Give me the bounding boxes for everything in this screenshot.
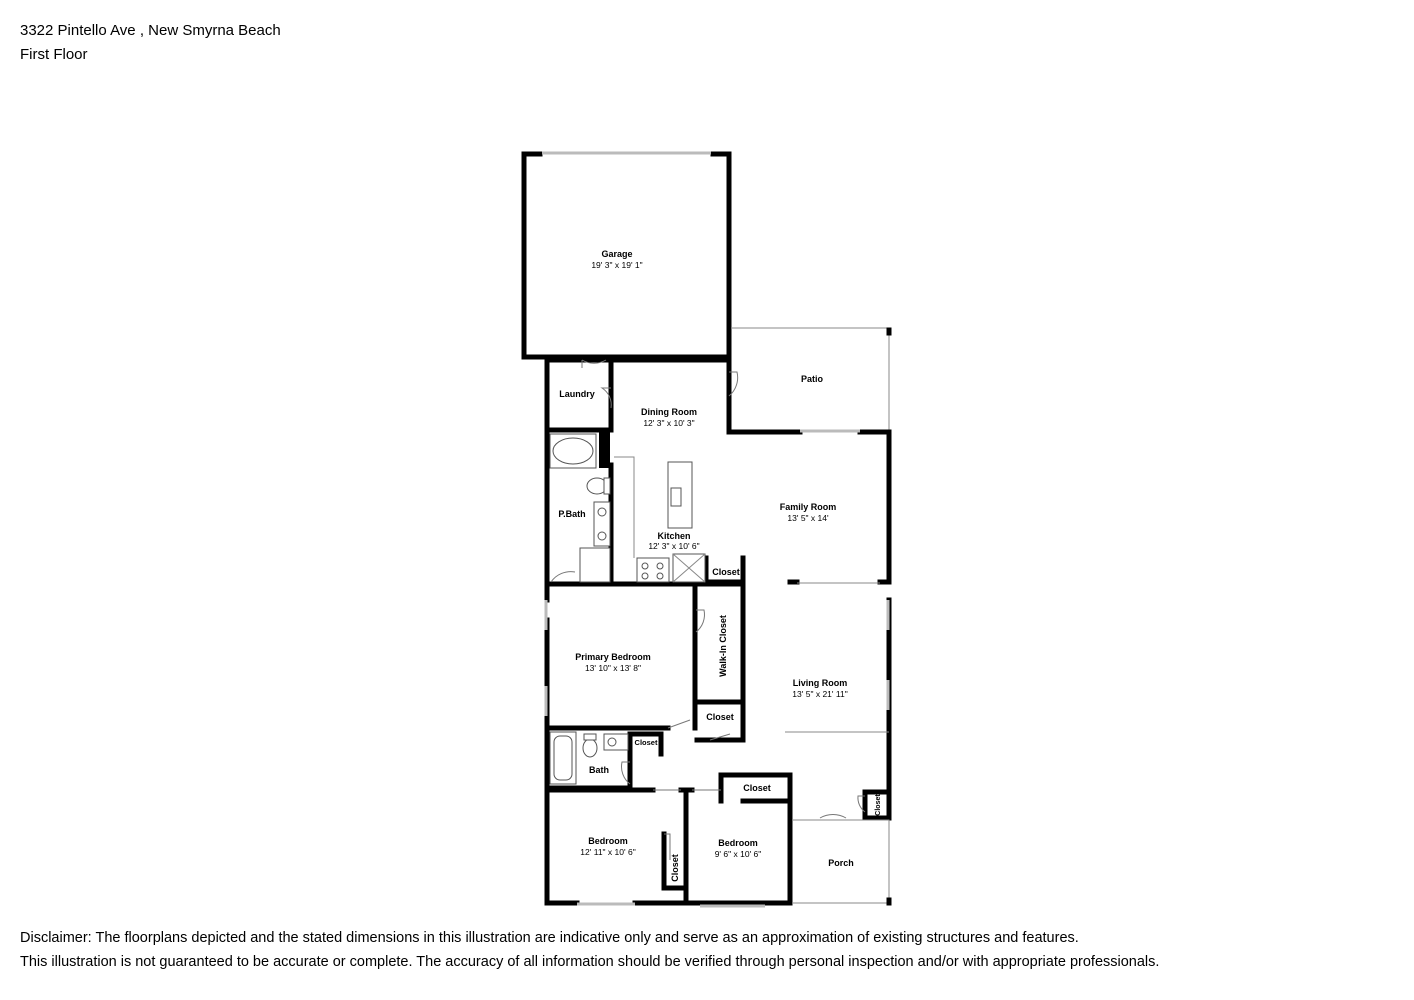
kitchen-dims: 12' 3" x 10' 6": [648, 541, 700, 551]
shower-pbath: [580, 548, 610, 582]
hall-closet-label: Closet: [743, 783, 771, 793]
garage-dims: 19' 3" x 19' 1": [591, 260, 643, 270]
living-room-dims: 13' 5" x 21' 11": [792, 689, 848, 699]
porch-label: Porch: [828, 858, 854, 868]
patio-label: Patio: [800, 374, 824, 384]
bedroom-1-label: Bedroom: [588, 836, 628, 846]
vanity-bath: [604, 734, 628, 750]
disclaimer-line-2: This illustration is not guaranteed to be accurate or complete. The accuracy of all information should be verified through personal inspection and/or with appropriate professionals.: [20, 954, 1160, 970]
porch-closet-label: Closet: [875, 794, 882, 816]
kitchen-island: [668, 462, 692, 528]
walk-in-closet-label: Walk-In Closet: [718, 615, 728, 677]
bedroom-2-label: Bedroom: [718, 838, 758, 848]
primary-bedroom-label: Primary Bedroom: [575, 652, 651, 662]
family-room-label: Family Room: [779, 502, 837, 512]
vanity-pbath: [594, 502, 610, 546]
bedroom-1-dims: 12' 11" x 10' 6": [580, 847, 636, 857]
closet-below-walkin-label: Closet: [706, 712, 734, 722]
laundry-label: Laundry: [559, 389, 595, 399]
bedroom-1-closet-label: Closet: [670, 854, 680, 882]
floor-label: First Floor: [20, 46, 88, 63]
bath-closet-label: Closet: [634, 738, 658, 747]
doors: [551, 360, 865, 860]
bath-label: Bath: [589, 765, 609, 775]
toilet-pbath: [587, 478, 610, 494]
dining-room-dims: 12' 3" x 10' 3": [643, 418, 695, 428]
bathtub-pbath: [550, 434, 596, 468]
primary-bedroom-dims: 13' 10" x 13' 8": [584, 663, 642, 673]
kitchen-closet-label: Closet: [712, 567, 740, 577]
bedroom-2-dims: 9' 6" x 10' 6": [714, 849, 762, 859]
bathtub-bath: [550, 732, 576, 784]
family-room-dims: 13' 5" x 14': [787, 513, 829, 523]
toilet-bath: [583, 734, 597, 757]
pbath-label: P.Bath: [558, 509, 586, 519]
address-title: 3322 Pintello Ave , New Smyrna Beach: [20, 22, 281, 39]
dining-room-label: Dining Room: [641, 407, 697, 417]
kitchen-label: Kitchen: [657, 531, 691, 541]
garage-label: Garage: [601, 249, 633, 259]
living-room-label: Living Room: [792, 678, 848, 688]
disclaimer-line-1: Disclaimer: The floorplans depicted and the stated dimensions in this illustration are indicative only and serve as an approximation of existing structures and features.: [20, 930, 1079, 946]
